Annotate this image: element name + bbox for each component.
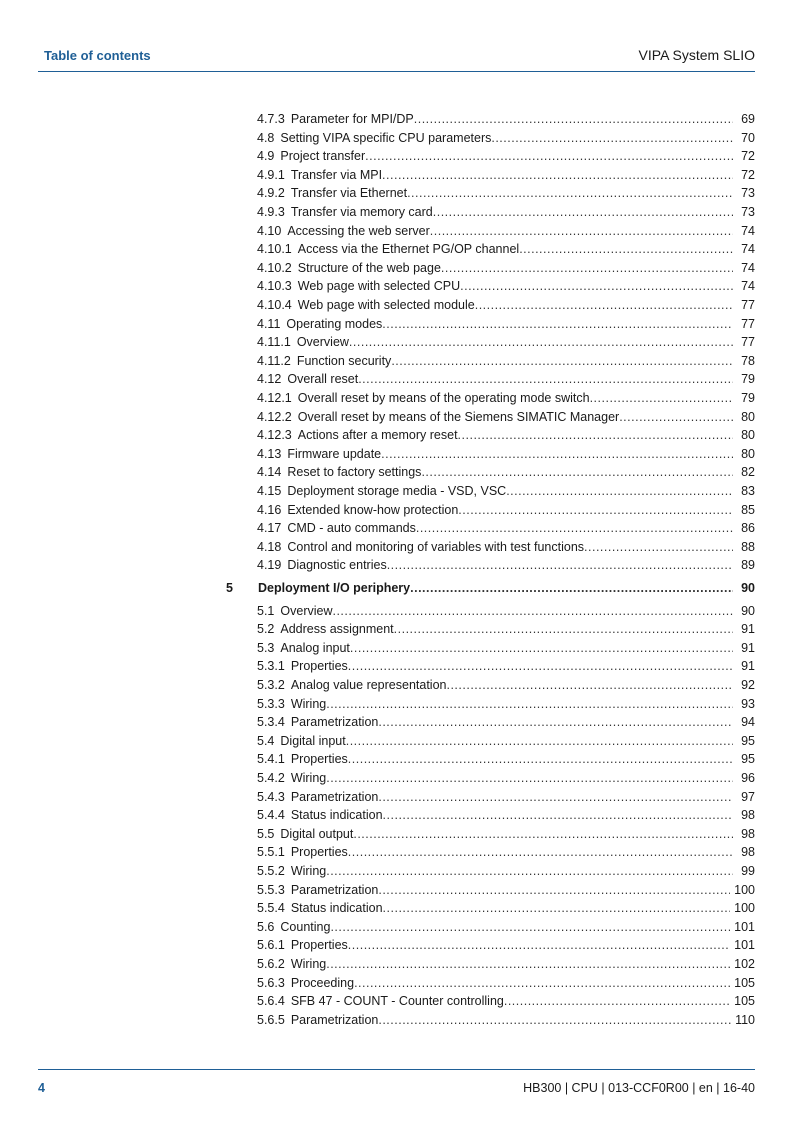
toc-entry[interactable] xyxy=(257,333,755,352)
toc-entry[interactable] xyxy=(257,602,755,621)
toc-entry-title: Extended know-how protection xyxy=(287,502,459,517)
toc-entry[interactable] xyxy=(257,296,755,315)
toc-entry-number: 5.3.3 xyxy=(257,696,285,711)
toc-entry[interactable] xyxy=(257,750,755,769)
dot-leader xyxy=(378,713,733,732)
toc-entry[interactable] xyxy=(257,147,755,166)
dot-leader xyxy=(421,463,733,482)
toc-entry-title: SFB 47 - COUNT - Counter controlling xyxy=(290,994,504,1009)
toc-entry-page: 77 xyxy=(741,335,755,350)
toc-entry[interactable] xyxy=(257,389,755,408)
header-divider xyxy=(38,71,755,72)
toc-entry-title: Transfer via MPI xyxy=(290,167,383,182)
dot-leader xyxy=(378,788,733,807)
toc-entry-page: 72 xyxy=(741,149,755,164)
toc-entry[interactable] xyxy=(257,277,755,296)
toc-entry[interactable] xyxy=(257,843,755,862)
toc-entry-number: 4.10.2 xyxy=(257,260,292,275)
toc-entry-page: 101 xyxy=(734,938,755,953)
toc-entry-number: 5.5.4 xyxy=(257,901,285,916)
toc-entry-title: Overview xyxy=(296,335,349,350)
toc-entry-number: 5.5.1 xyxy=(257,845,285,860)
toc-entry-page: 72 xyxy=(741,167,755,182)
toc-entry-title: Parametrization xyxy=(290,789,379,804)
dot-leader xyxy=(330,918,730,937)
dot-leader xyxy=(353,825,733,844)
dot-leader xyxy=(391,352,733,371)
toc-entry-number: 5.4 xyxy=(257,733,275,748)
toc-entry-page: 99 xyxy=(741,864,755,878)
toc-entry-number: 5.2 xyxy=(257,622,275,637)
toc-entry-page: 101 xyxy=(734,919,755,934)
toc-entry-number: 4.10.4 xyxy=(257,298,292,312)
toc-entry-page: 98 xyxy=(741,808,755,823)
toc-entry-number: 5.5 xyxy=(257,826,275,841)
toc-entry-title: Counting xyxy=(280,919,331,934)
toc-entry-page: 93 xyxy=(741,696,755,711)
toc-entry-number: 5.6.5 xyxy=(257,1012,285,1027)
dot-leader xyxy=(394,620,733,639)
toc-entry-title: Properties xyxy=(290,845,348,860)
toc-entry-title: Setting VIPA specific CPU parameters xyxy=(280,130,492,145)
toc-entry-page: 94 xyxy=(741,715,755,730)
toc-entry-number: 4.13 xyxy=(257,446,282,461)
toc-entry[interactable] xyxy=(257,222,755,241)
toc-entry-number: 5.4.2 xyxy=(257,771,285,785)
toc-entry[interactable] xyxy=(257,519,755,538)
toc-entry-number: 5 xyxy=(226,581,233,595)
dot-leader xyxy=(387,556,733,575)
toc-entry[interactable] xyxy=(257,315,755,334)
toc-entry-number: 5.4.1 xyxy=(257,752,285,767)
toc-entry-page: 98 xyxy=(741,845,755,860)
toc-entry[interactable] xyxy=(257,825,755,844)
toc-entry[interactable] xyxy=(257,129,755,148)
toc-entry-number: 5.3.4 xyxy=(257,715,285,730)
dot-leader xyxy=(348,843,733,862)
toc-entry[interactable] xyxy=(257,166,755,185)
toc-entry-page: 90 xyxy=(741,603,755,618)
dot-leader xyxy=(407,184,733,203)
toc-entry-title: Operating modes xyxy=(286,316,383,331)
toc-entry-title: Parametrization xyxy=(290,715,379,730)
toc-entry-page: 77 xyxy=(741,298,755,312)
toc-entry[interactable] xyxy=(257,676,755,695)
toc-entry-number: 5.6.4 xyxy=(257,994,285,1009)
dot-leader xyxy=(414,110,733,129)
toc-entry[interactable] xyxy=(257,482,755,501)
toc-entry-page: 105 xyxy=(734,994,755,1009)
toc-entry-title: Properties xyxy=(290,752,348,767)
toc-entry[interactable] xyxy=(257,918,755,937)
toc-entry-title: Accessing the web server xyxy=(287,223,430,238)
dot-leader xyxy=(365,147,733,166)
toc-entry[interactable] xyxy=(257,788,755,807)
toc-entry-title: Status indication xyxy=(290,808,383,823)
toc-entry[interactable] xyxy=(257,110,755,129)
toc-entry-page: 98 xyxy=(741,826,755,841)
toc-entry[interactable] xyxy=(257,992,755,1011)
toc-entry-number: 5.4.4 xyxy=(257,808,285,823)
dot-leader xyxy=(519,240,733,259)
toc-entry-page: 92 xyxy=(741,678,755,692)
toc-entry-page: 73 xyxy=(741,205,755,219)
toc-entry-page: 83 xyxy=(741,484,755,498)
dot-leader xyxy=(458,501,733,520)
toc-entry-page: 95 xyxy=(741,752,755,767)
toc-entry-page: 86 xyxy=(741,521,755,536)
dot-leader xyxy=(475,296,733,315)
toc-entry-number: 4.9.1 xyxy=(257,167,285,182)
toc-entry-number: 4.12.2 xyxy=(257,409,292,424)
dot-leader xyxy=(619,408,733,427)
toc-entry-number: 4.10 xyxy=(257,223,282,238)
toc-entry-title: Overall reset by means of the Siemens SIMATIC Manager xyxy=(297,409,620,424)
toc-entry-title: Parametrization xyxy=(290,1012,379,1027)
toc-entry-title: Overall reset by means of the operating mode switch xyxy=(297,391,590,405)
toc-entry-page: 110 xyxy=(735,1012,755,1027)
toc-entry-title: Web page with selected CPU xyxy=(297,279,461,294)
toc-entry-page: 85 xyxy=(741,502,755,517)
toc-entry-page: 80 xyxy=(741,446,755,461)
toc-entry[interactable] xyxy=(257,203,755,222)
toc-entry-title: Wiring xyxy=(290,957,327,971)
dot-leader xyxy=(416,519,733,538)
toc-entry-page: 100 xyxy=(734,901,755,916)
toc-entry-number: 4.9.2 xyxy=(257,186,285,201)
toc-entry-page: 91 xyxy=(741,622,755,637)
dot-leader xyxy=(433,203,733,222)
toc-entry-number: 4.17 xyxy=(257,521,282,536)
toc-entry-page: 88 xyxy=(741,539,755,554)
toc-entry[interactable] xyxy=(257,240,755,259)
toc-entry-title: Properties xyxy=(290,659,348,674)
toc-entry-title: Structure of the web page xyxy=(297,260,441,275)
toc-entry[interactable] xyxy=(257,1011,755,1030)
dot-leader xyxy=(382,166,733,185)
toc-entry[interactable] xyxy=(257,695,755,714)
toc-entry[interactable] xyxy=(257,426,755,445)
dot-leader xyxy=(350,639,733,658)
dot-leader xyxy=(381,445,733,464)
toc-entry-number: 4.11.1 xyxy=(257,335,291,350)
toc-entry-page: 79 xyxy=(741,391,755,405)
dot-leader xyxy=(378,881,730,900)
dot-leader xyxy=(383,899,731,918)
toc-entry-page: 80 xyxy=(741,428,755,443)
toc-entry-number: 4.8 xyxy=(257,130,275,145)
toc-entry-title: Project transfer xyxy=(280,149,366,164)
toc-entry-title: Transfer via memory card xyxy=(290,205,433,219)
toc-entry-number: 4.11.2 xyxy=(257,353,291,368)
toc-entry-number: 5.5.3 xyxy=(257,882,285,897)
toc-entry-title: CMD - auto commands xyxy=(287,521,416,536)
toc-entry[interactable] xyxy=(257,955,755,974)
toc-entry-number: 4.12.1 xyxy=(257,391,292,405)
toc-entry-number: 5.3.2 xyxy=(257,678,285,692)
toc-entry-page: 73 xyxy=(741,186,755,201)
toc-entry-title: Deployment I/O periphery xyxy=(258,581,411,595)
section-title: Table of contents xyxy=(44,48,151,63)
toc-entry[interactable] xyxy=(257,713,755,732)
toc-entry-title: Overview xyxy=(280,603,333,618)
toc-entry-page: 91 xyxy=(741,659,755,674)
toc-entry[interactable] xyxy=(257,620,755,639)
toc-entry[interactable] xyxy=(257,184,755,203)
toc-entry-page: 82 xyxy=(741,465,755,480)
toc-entry-page: 102 xyxy=(734,957,755,971)
dot-leader xyxy=(354,974,730,993)
toc-entry-number: 5.3.1 xyxy=(257,659,285,674)
toc-entry-page: 74 xyxy=(741,260,755,275)
product-title: VIPA System SLIO xyxy=(638,47,755,63)
toc-entry[interactable] xyxy=(257,501,755,520)
toc-entry-title: Parametrization xyxy=(290,882,379,897)
toc-entry-title: Deployment storage media - VSD, VSC xyxy=(287,484,507,498)
toc-entry-number: 4.18 xyxy=(257,539,282,554)
toc-entry-number: 4.15 xyxy=(257,484,282,498)
document-reference: HB300 | CPU | 013-CCF0R00 | en | 16-40 xyxy=(523,1081,755,1095)
toc-entry-title: Digital output xyxy=(280,826,354,841)
toc-entry-number: 4.19 xyxy=(257,558,282,573)
dot-leader xyxy=(326,955,730,974)
dot-leader xyxy=(358,370,733,389)
toc-entry-number: 4.10.1 xyxy=(257,242,292,257)
toc-entry[interactable] xyxy=(257,806,755,825)
dot-leader xyxy=(349,333,733,352)
toc-entry-page: 96 xyxy=(741,771,755,785)
footer-divider xyxy=(38,1069,755,1070)
toc-entry-number: 4.9.3 xyxy=(257,205,285,219)
dot-leader xyxy=(332,602,733,621)
toc-entry-title: Transfer via Ethernet xyxy=(290,186,408,201)
toc-entry-title: Wiring xyxy=(290,771,327,785)
toc-entry-title: Reset to factory settings xyxy=(287,465,422,480)
toc-entry-page: 97 xyxy=(741,789,755,804)
dot-leader xyxy=(326,769,733,788)
toc-entry-page: 70 xyxy=(741,130,755,145)
toc-entry-page: 105 xyxy=(734,975,755,990)
dot-leader xyxy=(326,862,733,881)
dot-leader xyxy=(491,129,733,148)
toc-entry-title: Overall reset xyxy=(287,372,359,387)
dot-leader xyxy=(410,579,733,598)
toc-entry-title: Actions after a memory reset xyxy=(297,428,458,443)
toc-entry[interactable] xyxy=(257,556,755,575)
toc-entry-title: Analog input xyxy=(280,640,350,655)
dot-leader xyxy=(346,732,733,751)
toc-entry[interactable] xyxy=(257,732,755,751)
dot-leader xyxy=(378,1011,731,1030)
dot-leader xyxy=(383,806,733,825)
dot-leader xyxy=(441,259,733,278)
toc-entry-number: 5.1 xyxy=(257,603,275,618)
toc-entry[interactable] xyxy=(257,899,755,918)
toc-entry-number: 5.4.3 xyxy=(257,789,285,804)
toc-entry-page: 78 xyxy=(741,353,755,368)
toc-entry-number: 4.7.3 xyxy=(257,112,285,126)
toc-entry-title: Parameter for MPI/DP xyxy=(290,112,414,126)
toc-entry[interactable] xyxy=(257,352,755,371)
toc-entry-title: Web page with selected module xyxy=(297,298,475,312)
dot-leader xyxy=(430,222,733,241)
toc-entry-page: 77 xyxy=(741,316,755,331)
dot-leader xyxy=(460,277,733,296)
toc-entry[interactable] xyxy=(257,862,755,881)
toc-entry-title: Wiring xyxy=(290,696,327,711)
dot-leader xyxy=(326,695,733,714)
toc-entry-page: 95 xyxy=(741,733,755,748)
toc-entry[interactable] xyxy=(257,881,755,900)
toc-entry[interactable] xyxy=(257,974,755,993)
toc-entry-number: 5.5.2 xyxy=(257,864,285,878)
toc-entry[interactable] xyxy=(257,408,755,427)
toc-entry-number: 4.16 xyxy=(257,502,282,517)
toc-entry-number: 5.6 xyxy=(257,919,275,934)
dot-leader xyxy=(506,482,733,501)
toc-entry-page: 100 xyxy=(734,882,755,897)
toc-entry-title: Wiring xyxy=(290,864,327,878)
toc-entry-page: 79 xyxy=(741,372,755,387)
toc-entry-title: Address assignment xyxy=(280,622,394,637)
toc-entry[interactable] xyxy=(257,538,755,557)
toc-entry-title: Status indication xyxy=(290,901,383,916)
dot-leader xyxy=(584,538,733,557)
toc-entry-number: 4.14 xyxy=(257,465,282,480)
toc-entry-title: Control and monitoring of variables with test functions xyxy=(287,539,585,554)
toc-entry-page: 74 xyxy=(741,223,755,238)
toc-chapter-entry[interactable] xyxy=(226,579,755,598)
toc-entry-title: Diagnostic entries xyxy=(287,558,387,573)
toc-entry-page: 74 xyxy=(741,242,755,257)
dot-leader xyxy=(446,676,733,695)
dot-leader xyxy=(348,750,733,769)
toc-entry-page: 91 xyxy=(741,640,755,655)
toc-entry-title: Proceeding xyxy=(290,975,355,990)
toc-entry[interactable] xyxy=(257,463,755,482)
toc-entry-number: 5.6.3 xyxy=(257,975,285,990)
toc-entry-number: 4.11 xyxy=(257,316,281,331)
toc-entry-number: 4.10.3 xyxy=(257,279,292,294)
toc-entry[interactable] xyxy=(257,445,755,464)
toc-entry-title: Digital input xyxy=(280,733,346,748)
toc-entry-number: 5.3 xyxy=(257,640,275,655)
toc-entry-title: Access via the Ethernet PG/OP channel xyxy=(297,242,520,257)
toc-entry-title: Function security xyxy=(296,353,392,368)
toc-entry-number: 5.6.1 xyxy=(257,938,285,953)
toc-entry-page: 74 xyxy=(741,279,755,294)
toc-entry-number: 4.9 xyxy=(257,149,275,164)
toc-entry-title: Firmware update xyxy=(287,446,382,461)
toc-entry[interactable] xyxy=(257,657,755,676)
toc-entry-page: 89 xyxy=(741,558,755,573)
dot-leader xyxy=(458,426,733,445)
toc-entry-number: 5.6.2 xyxy=(257,957,285,971)
dot-leader xyxy=(504,992,730,1011)
toc-entry-number: 4.12 xyxy=(257,372,282,387)
toc-entry[interactable] xyxy=(257,370,755,389)
toc-entry-title: Analog value representation xyxy=(290,678,447,692)
toc-entry-page: 69 xyxy=(741,112,755,126)
toc-entry-page: 80 xyxy=(741,409,755,424)
toc-entry-title: Properties xyxy=(290,938,348,953)
toc-entry-page: 90 xyxy=(741,581,755,595)
page-number: 4 xyxy=(38,1081,45,1095)
dot-leader xyxy=(348,657,733,676)
dot-leader xyxy=(348,936,730,955)
dot-leader xyxy=(590,389,733,408)
toc-entry[interactable] xyxy=(257,769,755,788)
toc-entry[interactable] xyxy=(257,639,755,658)
toc-entry-number: 4.12.3 xyxy=(257,428,292,443)
dot-leader xyxy=(382,315,733,334)
toc-entry[interactable] xyxy=(257,259,755,278)
toc-entry[interactable] xyxy=(257,936,755,955)
